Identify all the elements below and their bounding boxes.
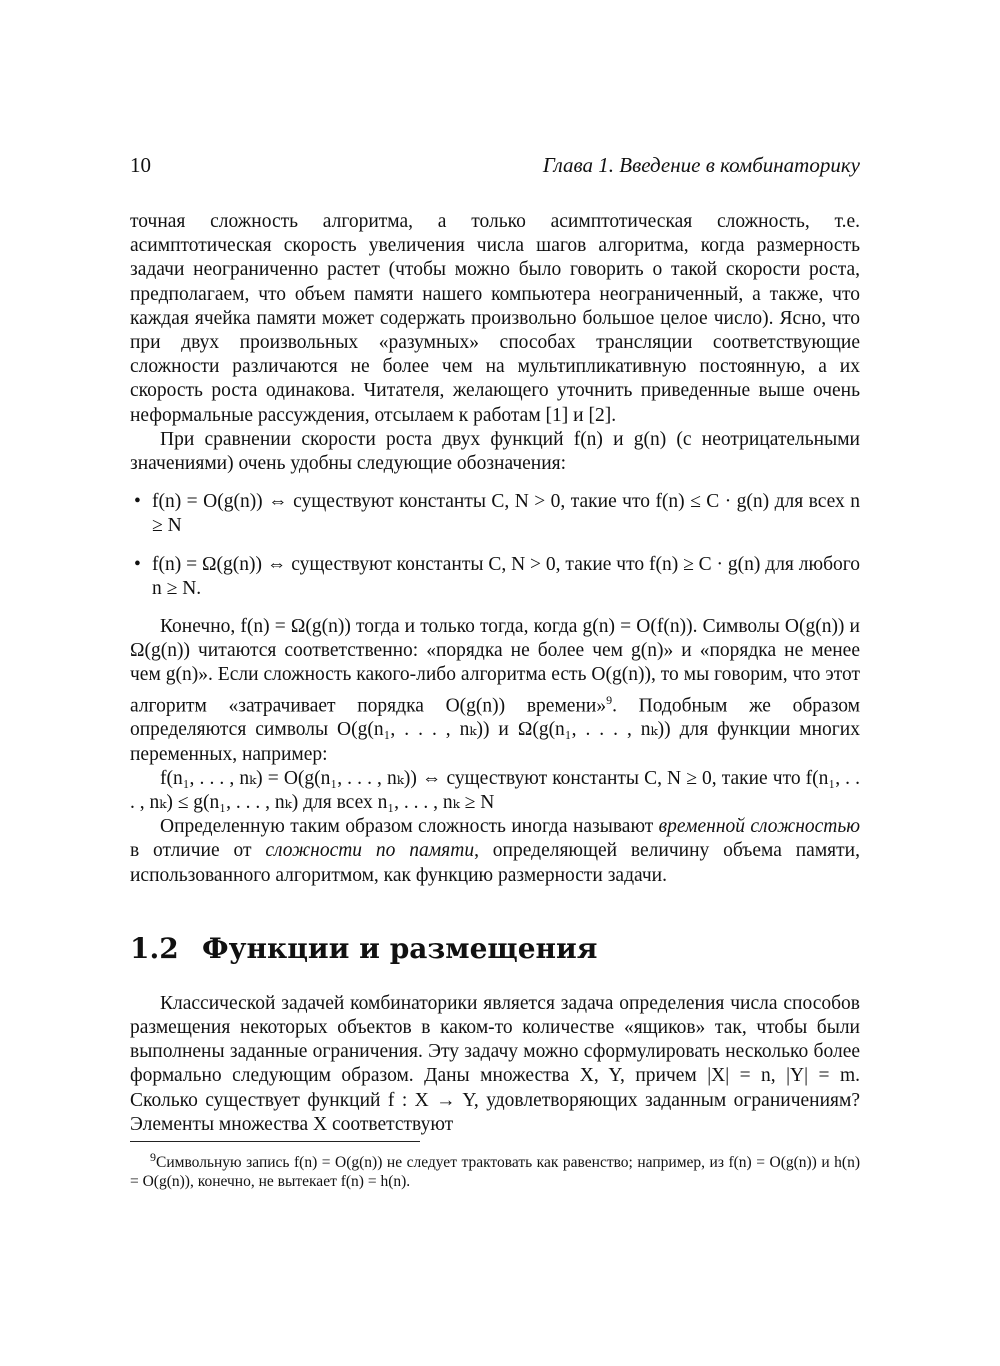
paragraph-3-continuation: . Подобным же образом определяются символы O(g(n₁, . . . , nₖ)) и Ω(g(n₁, . . . , nₖ)) для функции многих переменных, например: [130, 695, 861, 765]
paragraph-5-text-c: , определяющей величину объема памяти, использованного алгоритмом, как функцию размерности задачи. [130, 840, 860, 886]
paragraph-1: точная сложность алгоритма, а только асимптотическая сложность, т.е. асимптотическая скорость увеличения числа шагов алгоритма, когда размерность задачи неограниченно растет (чтобы можно было говорить о такой скорости роста, предполагаем, что объем памяти нашего компьютера неограниченный, а также, что каждая ячейка памяти может содержать произвольно большое целое число). Ясно, что при двух произвольных «разумных» способах трансляции соответствующие сложности различаются не более чем на мультипликативную постоянную, а их скорость роста одинакова. Читателя, желающего уточнить приведенные выше очень неформальные рассуждения, отсылаем к работам [1] и [2]. [130, 211, 860, 426]
page [130, 150, 860, 1191]
paragraph-5-text-b: в отличие от [130, 840, 266, 862]
paragraph-5-text-a: Определенную таким образом сложность иногда называют [160, 816, 659, 838]
chapter-title: Глава 1. Введение в комбинаторику [542, 153, 860, 177]
term-space-complexity: сложности по памяти [265, 840, 475, 862]
footnote-mark: 9 [150, 1150, 156, 1164]
bullet-big-o: • f(n) = O(g(n)) ⇔ существуют константы C, N > 0, такие что f(n) ≤ C · g(n) для всех n ≥ N [130, 490, 860, 538]
footnote-text: Символьную запись f(n) = O(g(n)) не следует трактовать как равенство; например, из f(n) = O(g(n)) и h(n) = O(g(n)), конечно, не вытекает f(n) = h(n). [130, 1154, 860, 1191]
footnote-divider [130, 1141, 420, 1142]
page-number: 10 [130, 153, 151, 177]
section-heading [130, 932, 860, 966]
bullet-big-omega: • f(n) = Ω(g(n)) ⇔ существуют константы C, N > 0, такие что f(n) ≥ C · g(n) для любого n ≥ N. [130, 553, 860, 601]
notation-list [130, 490, 860, 601]
term-time-complexity: временной сложностью [658, 816, 860, 838]
running-header [130, 150, 860, 180]
footnote [130, 1148, 860, 1191]
section-paragraph-1: Классической задачей комбинаторики является задача определения числа способов размещения некоторых объектов в каком-то количестве «ящиков» так, чтобы были выполнены заданные ограничения. Эту задачу можно сформулировать несколько более формально следующим образом. Даны множества X, Y, причем |X| = n, |Y| = m. Сколько существует функций f : X → Y, удовлетворяющих заданным ограничениям? Элементы множества X соответствуют [130, 992, 860, 1135]
paragraph-5 [130, 815, 860, 888]
paragraph-3-text: Конечно, f(n) = Ω(g(n)) тогда и только тогда, когда g(n) = O(f(n)). Символы O(g(n)) и Ω(g(n)) читаются соответственно: «порядка не более чем g(n)» и «порядка не менее чем g(n)». Если сложность какого-либо алгоритма есть O(g(n)), то мы говорим, что этот алгоритм «затрачивает порядка O(g(n)) времени» [130, 616, 860, 717]
section-title: Функции и размещения [202, 931, 598, 965]
paragraph-4: f(n₁, . . . , nₖ) = O(g(n₁, . . . , nₖ)) ⇔ существуют константы C, N ≥ 0, такие что f(n₁, . . . , nₖ) ≤ g(n₁, . . . , nₖ) для всех n₁, . . . , nₖ ≥ N [130, 767, 860, 813]
footnote-reference[interactable]: 9 [606, 692, 613, 707]
paragraph-2: При сравнении скорости роста двух функций f(n) и g(n) (с неотрицательными значениями) очень удобны следующие обозначения: [130, 428, 860, 475]
paragraph-3 [130, 615, 860, 767]
section-number: 1.2 [130, 931, 179, 965]
